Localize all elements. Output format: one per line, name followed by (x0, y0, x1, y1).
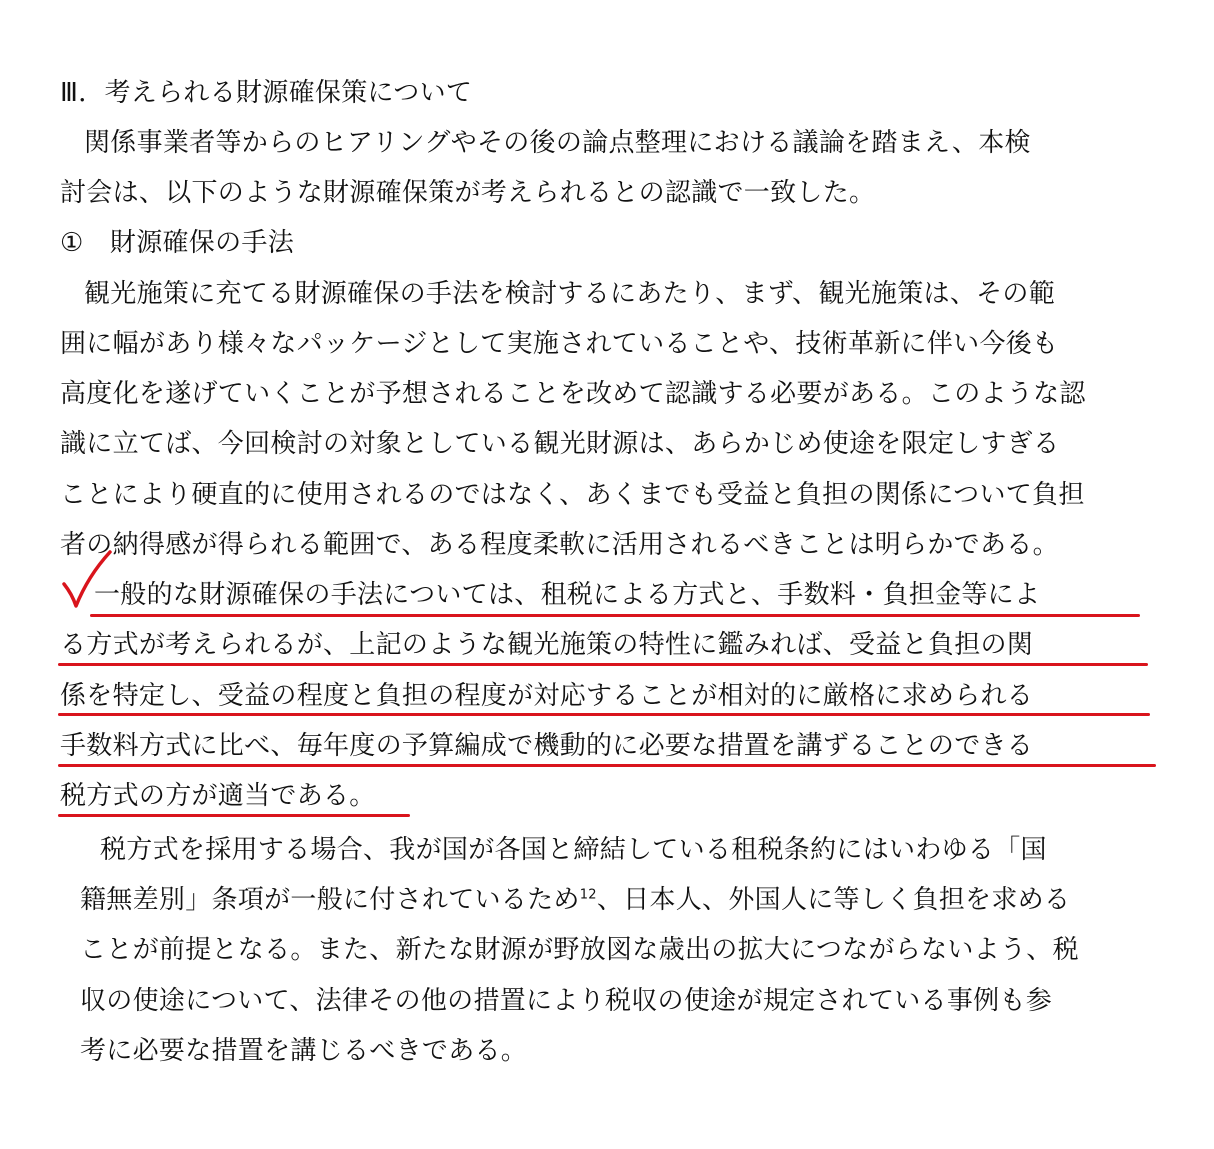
paragraph3-line-2 (80, 885, 1070, 915)
paragraph3-line-5: 考に必要な措置を講じるべきである。 (80, 1036, 528, 1066)
footnote-reference: 12 (579, 887, 597, 903)
red-underline-1 (90, 614, 1140, 617)
paragraph1-line-6: 者の納得感が得られる範囲で、ある程度柔軟に活用されるべきことは明らかである。 (60, 530, 1059, 560)
paragraph1-line-4: 識に立てば、今回検討の対象としている観光財源は、あらかじめ使途を限定しすぎる (60, 429, 1060, 459)
section-heading: Ⅲ．考えられる財源確保策について (60, 78, 473, 108)
intro-line-1: 関係事業者等からのヒアリングやその後の論点整理における議論を踏まえ、本検 (84, 128, 1031, 158)
paragraph1-line-2: 囲に幅があり様々なパッケージとして実施されていることや、技術革新に伴い今後も (60, 329, 1059, 359)
paragraph3-line-1: 税方式を採用する場合、我が国が各国と締結している租税条約にはいわゆる「国 (100, 835, 1047, 865)
intro-line-2: 討会は、以下のような財源確保策が考えられるとの認識で一致した。 (60, 178, 876, 208)
paragraph1-line-1: 観光施策に充てる財源確保の手法を検討するにあたり、まず、観光施策は、その範 (84, 279, 1056, 309)
subsection-heading: ① 財源確保の手法 (60, 228, 295, 258)
paragraph2-line-1: 一般的な財源確保の手法については、租税による方式と、手数料・負担金等によ (94, 580, 1041, 610)
paragraph2-line-5: 税方式の方が適当である。 (60, 781, 376, 811)
paragraph3-line-4: 収の使途について、法律その他の措置により税収の使途が規定されている事例も参 (80, 986, 1053, 1016)
paragraph2-line-2: る方式が考えられるが、上記のような観光施策の特性に鑑みれば、受益と負担の関 (60, 630, 1034, 660)
paragraph2-line-3: 係を特定し、受益の程度と負担の程度が対応することが相対的に厳格に求められる (60, 681, 1034, 711)
paragraph3-line-3: ことが前提となる。また、新たな財源が野放図な歳出の拡大につながらないよう、税 (80, 935, 1079, 965)
paragraph3-line-2-rest: 、日本人、外国人に等しく負担を求める (596, 885, 1071, 915)
red-underline-3 (58, 713, 1150, 716)
paragraph3-line-2-text: 籍無差別」条項が一般に付されているため (80, 885, 580, 915)
paragraph2-line-4: 手数料方式に比べ、毎年度の予算編成で機動的に必要な措置を講ずることのできる (60, 731, 1034, 761)
red-underline-2 (58, 663, 1148, 666)
paragraph1-line-3: 高度化を遂げていくことが予想されることを改めて認識する必要がある。このような認 (60, 379, 1086, 409)
paragraph1-line-5: ことにより硬直的に使用されるのではなく、あくまでも受益と負担の関係について負担 (60, 480, 1085, 510)
red-underline-5 (58, 814, 410, 817)
red-underline-4 (58, 764, 1156, 767)
red-checkmark-icon (58, 548, 118, 614)
